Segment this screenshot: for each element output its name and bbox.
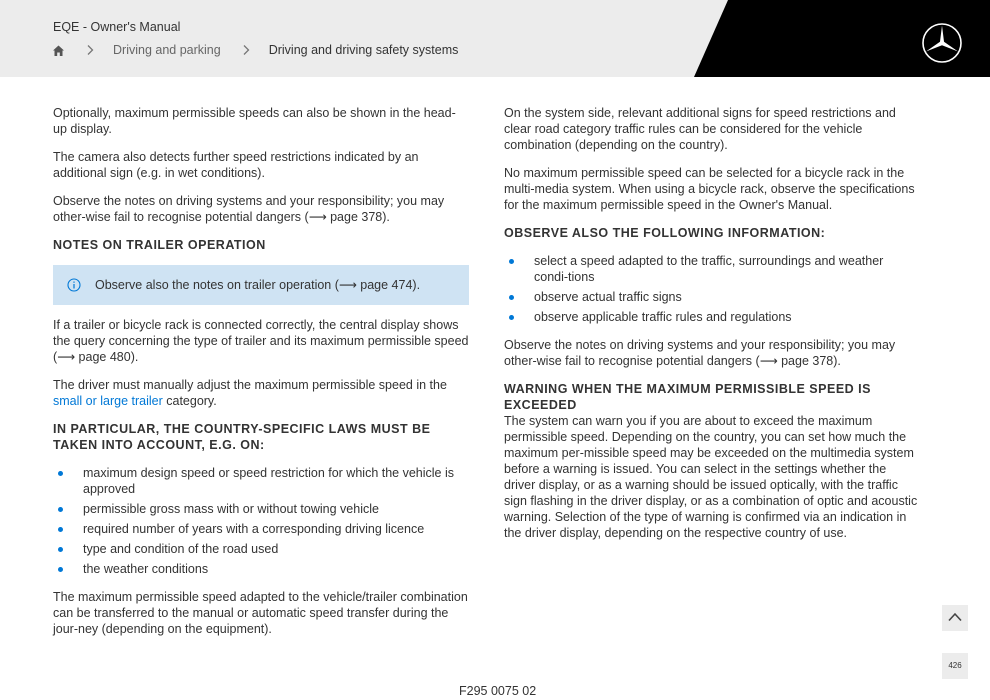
- right-column: [504, 105, 920, 553]
- head-up-display-paragraph: Optionally, maximum permissible speeds can also be shown in the head-up display.: [53, 106, 456, 136]
- country-laws-heading: IN PARTICULAR, THE COUNTRY-SPECIFIC LAWS MUST BE TAKEN INTO ACCOUNT, E.G. ON:: [53, 422, 431, 452]
- list-item: observe actual traffic signs: [504, 289, 920, 305]
- breadcrumb-current-page: Driving and driving safety systems: [268, 43, 459, 57]
- home-icon[interactable]: [52, 44, 65, 57]
- list-item: required number of years with a corresponding driving licence: [53, 521, 469, 537]
- list-item: the weather conditions: [53, 561, 469, 577]
- responsibility-paragraph: Observe the notes on driving systems and your responsibility; you may other-wise fail to recognise potential dangers (⟶ page 378).: [53, 194, 445, 224]
- breadcrumb-driving-and-parking[interactable]: Driving and parking: [113, 43, 221, 57]
- info-note-text: Observe also the notes on trailer operation (⟶ page 474).: [95, 278, 421, 292]
- chevron-up-icon: [948, 610, 962, 626]
- observe-information-heading: OBSERVE ALSO THE FOLLOWING INFORMATION:: [504, 226, 826, 240]
- country-laws-list: [53, 465, 469, 577]
- list-item: maximum design speed or speed restriction for which the vehicle is approved: [53, 465, 469, 497]
- list-item: select a speed adapted to the traffic, surroundings and weather condi-tions: [504, 253, 920, 285]
- left-column: [53, 105, 469, 649]
- chevron-right-icon: [84, 44, 96, 56]
- bicycle-rack-paragraph: No maximum permissible speed can be selected for a bicycle rack in the multi-media system. When using a bicycle rack, observe the specifications for the maximum permissible speed in the Owner's Manual.: [504, 166, 915, 212]
- list-item: type and condition of the road used: [53, 541, 469, 557]
- trailer-category-text-end: category.: [162, 394, 217, 408]
- trailer-category-text: The driver must manually adjust the maximum permissible speed in the: [53, 378, 447, 392]
- breadcrumb: [52, 41, 458, 59]
- trailer-query-paragraph: If a trailer or bicycle rack is connected correctly, the central display shows the query concerning the type of trailer and its maximum permissible speed (⟶ page 480).: [53, 318, 469, 364]
- camera-detection-paragraph: The camera also detects further speed restrictions indicated by an additional sign (e.g. in wet conditions).: [53, 150, 419, 180]
- info-note: [53, 265, 469, 305]
- scroll-to-top-button[interactable]: [942, 605, 968, 631]
- chevron-right-icon: [240, 44, 252, 56]
- speed-warning-heading: WARNING WHEN THE MAXIMUM PERMISSIBLE SPEED IS EXCEEDED: [504, 382, 871, 412]
- trailer-category-paragraph: [53, 377, 469, 409]
- page-number: 426: [942, 653, 968, 679]
- mercedes-star-logo[interactable]: [921, 22, 963, 64]
- small-or-large-trailer-link[interactable]: small or large trailer: [53, 394, 163, 408]
- top-bar: [0, 0, 990, 77]
- list-item: permissible gross mass with or without towing vehicle: [53, 501, 469, 517]
- info-icon: [67, 278, 81, 292]
- list-item: observe applicable traffic rules and regulations: [504, 309, 920, 325]
- figure-code: F295 0075 02: [459, 684, 537, 698]
- observe-information-list: [504, 253, 920, 325]
- document-title: EQE - Owner's Manual: [53, 20, 181, 34]
- trailer-operation-heading: NOTES ON TRAILER OPERATION: [53, 238, 266, 252]
- responsibility-paragraph: Observe the notes on driving systems and your responsibility; you may other-wise fail to recognise potential dangers (⟶ page 378).: [504, 338, 896, 368]
- speed-transfer-paragraph: The maximum permissible speed adapted to the vehicle/trailer combination can be transferred to the manual or automatic speed transfer during the jour-ney (depending on the equipment).: [53, 590, 468, 636]
- additional-signs-paragraph: On the system side, relevant additional signs for speed restrictions and clear road category traffic rules can be considered for the vehicle combination (depending on the country).: [504, 106, 896, 152]
- speed-warning-paragraph: The system can warn you if you are about to exceed the maximum permissible speed. Depending on the country, you can set how much the maximum per-missible speed may be exceeded on the multimedia system before a warning is issued. You can select in the settings whether the driver display, or as a warning should be issued optically, with the traffic sign flashing in the driver display, or as a combination of optic and acoustic warning. Selection of the type of warning is confirmed via an indication in the driver display, depending on the respective country of use.: [504, 414, 918, 540]
